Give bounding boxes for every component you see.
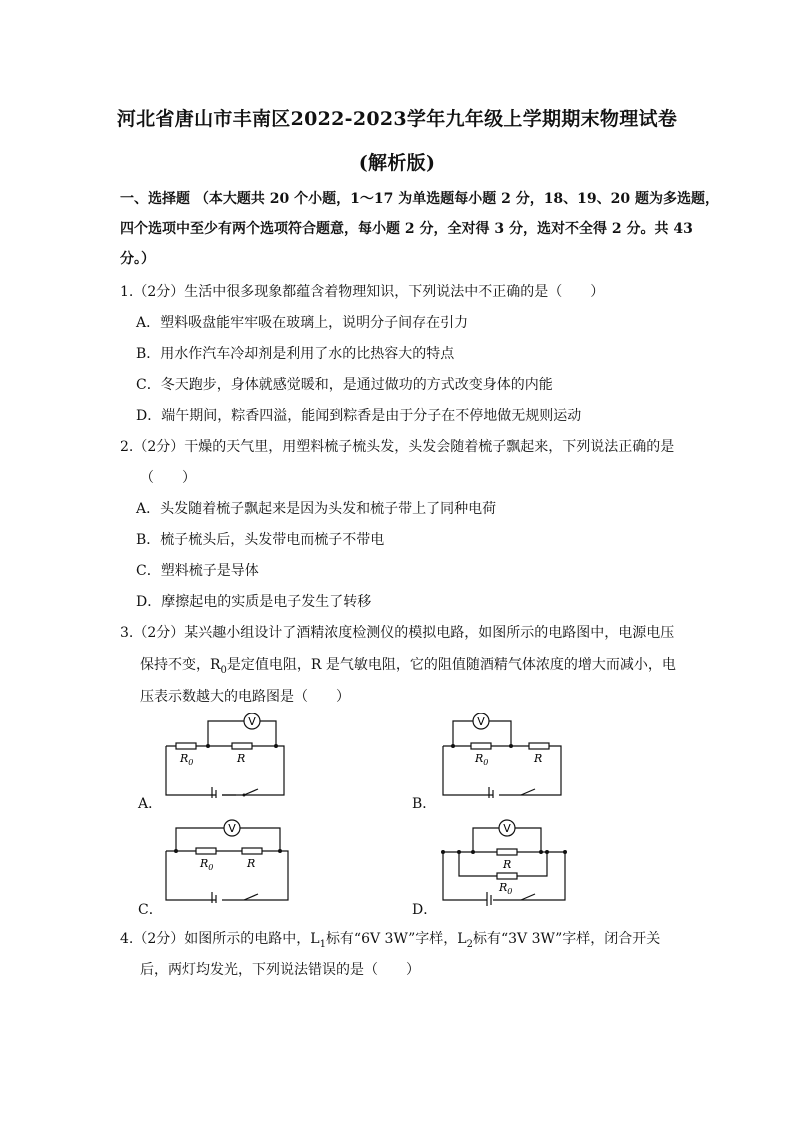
- circuit-diagram-a: [160, 713, 295, 798]
- question-3-stem-cont: 保持不变，$R_0$是定值电阻，R 是气敏电阻，它的阻值随酒精气体浓度的增大而减小，电: [140, 657, 676, 676]
- question-2-stem-cont: （ ）: [140, 470, 196, 486]
- question-3-stem: 3.（2分）某兴趣小组设计了酒精浓度检测仪的模拟电路，如图所示的电路图中，电源电压: [120, 625, 675, 641]
- question-3-stem-end: 压表示数越大的电路图是（ ）: [140, 689, 350, 705]
- question-2-option-a: A．头发随着梳子飘起来是因为头发和梳子带上了同种电荷: [136, 501, 497, 517]
- circuit-diagram-d: [437, 816, 572, 906]
- question-4-stem-cont: 后，两灯均发光，下列说法错误的是（ ）: [140, 962, 420, 978]
- svg-text:V: V: [477, 715, 485, 728]
- question-2-option-b: B．梳子梳头后，头发带电而梳子不带电: [136, 532, 385, 548]
- exam-subtitle: (解析版): [358, 152, 436, 174]
- question-1-option-b: B．用水作汽车冷却剂是利用了水的比热容大的特点: [136, 346, 455, 362]
- svg-text:R0: $R_0$: [499, 881, 513, 896]
- circuit-diagram-b: [437, 713, 572, 798]
- question-2-option-c: C．塑料梳子是导体: [136, 563, 259, 579]
- svg-text:R0: $R_0$: [200, 857, 214, 872]
- svg-text:R0: $R_0$: [475, 752, 489, 767]
- question-1-option-d: D．端午期间，粽香四溢，能闻到粽香是由于分子在不停地做无规则运动: [136, 408, 582, 424]
- circuit-option-c-label: C．: [138, 902, 163, 918]
- question-2-stem: 2.（2分）干燥的天气里，用塑料梳子梳头发，头发会随着梳子飘起来，下列说法正确的是: [120, 439, 675, 455]
- section-heading-end: 分。）: [120, 251, 155, 267]
- question-2-option-d: D．摩擦起电的实质是电子发生了转移: [136, 594, 372, 610]
- question-1-option-c: C．冬天跑步，身体就感觉暖和，是通过做功的方式改变身体的内能: [136, 377, 553, 393]
- svg-text:R: R: [237, 752, 246, 765]
- question-4-stem: 4.（2分）如图所示的电路中，$L_1$标有“6V 3W”字样，$L_2$标有“3V 3W”字样，闭合开关: [120, 931, 661, 950]
- svg-text:R: R: [247, 857, 256, 870]
- circuit-option-b-label: B．: [412, 796, 437, 812]
- svg-text:V: V: [503, 822, 511, 835]
- svg-text:R0: $R_0$: [180, 752, 194, 767]
- section-heading: 一、选择题 （本大题共 20 个小题，1～17 为单选题每小题 2 分，18、19、20 题为多选题，: [120, 191, 720, 207]
- question-1-option-a: A．塑料吸盘能牢牢吸在玻璃上，说明分子间存在引力: [136, 315, 469, 331]
- svg-text:R: R: [534, 752, 543, 765]
- circuit-option-a-label: A．: [138, 796, 163, 812]
- circuit-option-d-label: D．: [412, 902, 438, 918]
- exam-title: 河北省唐山市丰南区2022-2023学年九年级上学期期末物理试卷: [116, 108, 678, 130]
- svg-text:V: V: [248, 715, 256, 728]
- question-1-stem: 1.（2分）生活中很多现象都蕴含着物理知识，下列说法中不正确的是（ ）: [120, 284, 605, 300]
- svg-text:R: R: [503, 858, 512, 871]
- section-heading-cont: 四个选项中至少有两个选项符合题意，每小题 2 分，全对得 3 分，选对不全得 2 分。共 43: [120, 221, 693, 237]
- svg-text:V: V: [228, 822, 236, 835]
- circuit-diagram-c: [160, 818, 295, 903]
